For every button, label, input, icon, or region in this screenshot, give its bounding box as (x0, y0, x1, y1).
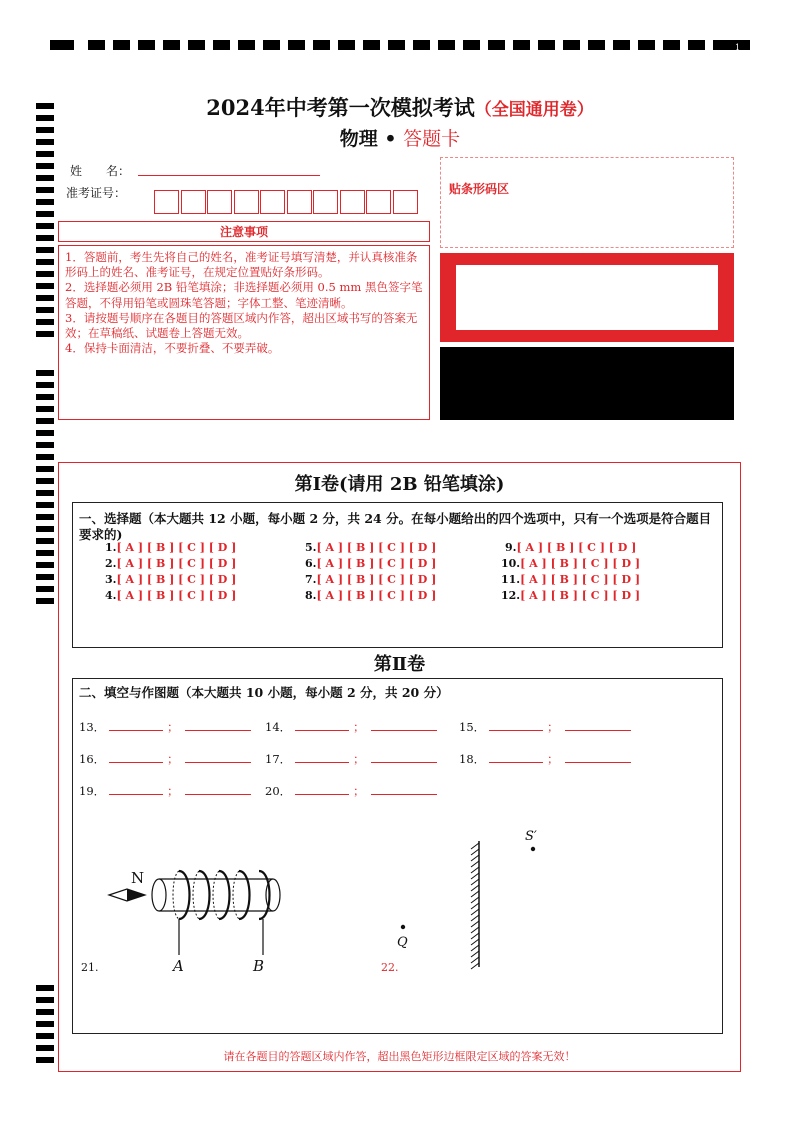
exam-id-digit-box[interactable] (366, 190, 391, 214)
separator: ； (167, 784, 179, 798)
timing-mark (213, 40, 230, 50)
timing-mark (413, 40, 430, 50)
exam-id-digit-box[interactable] (393, 190, 418, 214)
exam-id-digit-box[interactable] (154, 190, 179, 214)
timing-mark (36, 490, 54, 496)
question-number: 7. (305, 573, 317, 586)
timing-mark (36, 187, 54, 193)
fill-question[interactable] (265, 751, 437, 767)
answer-blank[interactable] (489, 730, 543, 731)
question-number: 20． (265, 784, 292, 798)
compass-needle (109, 889, 145, 901)
timing-mark (238, 40, 255, 50)
timing-mark (388, 40, 405, 50)
timing-mark (50, 40, 74, 50)
page-subtitle: 物理 • 答题卡 (339, 128, 461, 150)
question-number: 12. (501, 589, 521, 602)
timing-mark (36, 295, 54, 301)
choice-question[interactable] (105, 557, 236, 570)
timing-mark (338, 40, 355, 50)
timing-mark (36, 1057, 54, 1063)
timing-mark (163, 40, 180, 50)
timing-mark (36, 199, 54, 205)
choice-question[interactable] (105, 573, 236, 586)
mirror-diagram (393, 833, 543, 973)
timing-mark (36, 211, 54, 217)
fill-question[interactable] (265, 783, 437, 799)
choice-question[interactable] (305, 589, 436, 602)
label-q: Q (397, 935, 408, 950)
exam-id-label: 准考证号： (66, 186, 127, 200)
timing-mark (638, 40, 655, 50)
timing-mark (36, 259, 54, 265)
timing-mark (36, 538, 54, 544)
timing-mark (563, 40, 580, 50)
answer-blank[interactable] (109, 762, 163, 763)
fill-question[interactable] (265, 719, 437, 735)
notice-item: 2．选择题必须用 2B 铅笔填涂；非选择题必须用 0.5 mm 黑色签字笔答题，不得用铅笔或圆珠笔答题；字体工整、笔迹清晰。 (65, 280, 423, 310)
fill-question[interactable] (79, 719, 251, 735)
timing-mark (363, 40, 380, 50)
notice-item: 4．保持卡面清洁，不要折叠、不要弄破。 (65, 341, 280, 356)
question-number: 8. (305, 589, 317, 602)
timing-mark (36, 394, 54, 400)
answer-options[interactable]: [ A ] [ B ] [ C ] [ D ] (116, 589, 237, 602)
timing-mark (613, 40, 630, 50)
answer-options[interactable]: [ A ] [ B ] [ C ] [ D ] (520, 573, 641, 586)
timing-mark (663, 40, 680, 50)
part1-title: 第Ⅰ卷(请用 2B 铅笔填涂) (294, 474, 505, 495)
answer-blank[interactable] (295, 794, 349, 795)
mirror (471, 841, 479, 969)
timing-mark (36, 247, 54, 253)
timing-mark (36, 454, 54, 460)
label-s: S′ (525, 829, 537, 844)
timing-mark (438, 40, 455, 50)
answer-options[interactable]: [ A ] [ B ] [ C ] [ D ] (316, 541, 437, 554)
question-number: 3. (105, 573, 117, 586)
answer-blank[interactable] (295, 762, 349, 763)
black-box (440, 347, 734, 420)
fill-heading: 二、填空与作图题（本大题共 10 小题，每小题 2 分，共 20 分） (79, 685, 449, 700)
separator: ； (547, 720, 559, 734)
question-number: 1. (105, 541, 117, 554)
timing-mark (36, 283, 54, 289)
exam-id-digit-box[interactable] (287, 190, 312, 214)
timing-mark (138, 40, 155, 50)
timing-mark (188, 40, 205, 50)
timing-mark (36, 1021, 54, 1027)
question-number: 15． (459, 720, 486, 734)
choice-heading: 一、选择题（本大题共 12 小题，每小题 2 分，共 24 分。在每小题给出的四个选项中，只有一个选项是符合题目要求的) (79, 511, 712, 542)
label-n: N (131, 869, 145, 887)
answer-options[interactable]: [ A ] [ B ] [ C ] [ D ] (316, 573, 437, 586)
answer-options[interactable]: [ A ] [ B ] [ C ] [ D ] (316, 589, 437, 602)
answer-blank[interactable] (185, 794, 251, 795)
timing-mark (488, 40, 505, 50)
exam-id-digit-box[interactable] (207, 190, 232, 214)
question-number: 4. (105, 589, 117, 602)
answer-blank[interactable] (109, 730, 163, 731)
notice-body (58, 245, 430, 420)
timing-mark (36, 406, 54, 412)
timing-mark (36, 1033, 54, 1039)
notice-item: 1．答题前，考生先将自己的姓名，准考证号填写清楚，并认真核准条形码上的姓名、准考证号，在规定位置贴好条形码。 (65, 250, 418, 280)
exam-id-digit-box[interactable] (313, 190, 338, 214)
question-number: 10. (501, 557, 521, 570)
timing-mark (113, 40, 130, 50)
separator: ； (167, 752, 179, 766)
question-number: 14． (265, 720, 292, 734)
answer-blank[interactable] (371, 730, 437, 731)
separator: ； (167, 720, 179, 734)
answer-blank[interactable] (109, 794, 163, 795)
answer-blank[interactable] (371, 762, 437, 763)
choice-section (72, 502, 723, 648)
timing-mark (36, 163, 54, 169)
timing-mark (36, 307, 54, 313)
question-number: 19． (79, 784, 106, 798)
timing-mark (36, 223, 54, 229)
timing-mark (36, 430, 54, 436)
timing-mark (36, 985, 54, 991)
choice-question[interactable] (501, 557, 640, 570)
separator: ； (353, 784, 365, 798)
exam-id-digit-box[interactable] (260, 190, 285, 214)
choice-question[interactable] (501, 589, 640, 602)
answer-blank[interactable] (565, 762, 631, 763)
timing-mark (36, 598, 54, 604)
timing-mark (36, 271, 54, 277)
solenoid-diagram (101, 865, 291, 969)
timing-mark (36, 1009, 54, 1015)
exam-id-digit-box[interactable] (234, 190, 259, 214)
name-label: 姓 名： (70, 164, 131, 178)
answer-blank[interactable] (185, 762, 251, 763)
notice-title: 注意事项 (58, 221, 430, 242)
question-number: 18． (459, 752, 486, 766)
timing-mark (36, 151, 54, 157)
answer-options[interactable]: [ A ] [ B ] [ C ] [ D ] (516, 541, 637, 554)
answer-blank[interactable] (371, 794, 437, 795)
timing-mark (36, 1045, 54, 1051)
question-number: 16． (79, 752, 106, 766)
question-number: 17． (265, 752, 292, 766)
fill-question[interactable] (459, 719, 631, 735)
timing-mark (36, 586, 54, 592)
part2-title: 第Ⅱ卷 (373, 654, 426, 675)
separator: ； (353, 752, 365, 766)
question-number: 2. (105, 557, 117, 570)
answer-options[interactable]: [ A ] [ B ] [ C ] [ D ] (520, 589, 641, 602)
fill-section (72, 678, 723, 1034)
answer-blank[interactable] (489, 762, 543, 763)
point-q (401, 925, 405, 929)
timing-mark (36, 235, 54, 241)
q21-label: 21. (81, 961, 99, 974)
timing-mark (688, 40, 705, 50)
red-frame (440, 253, 734, 342)
timing-mark (36, 442, 54, 448)
coil-cylinder (152, 871, 280, 955)
barcode-area: 贴条形码区 (440, 157, 734, 248)
question-number: 5. (305, 541, 317, 554)
exam-id-digit-box[interactable] (181, 190, 206, 214)
timing-mark (463, 40, 480, 50)
answer-options[interactable]: [ A ] [ B ] [ C ] [ D ] (116, 573, 237, 586)
page-number: 1 (735, 43, 741, 52)
choice-question[interactable] (505, 541, 636, 554)
name-field[interactable] (138, 175, 320, 176)
timing-mark (513, 40, 530, 50)
fill-question[interactable] (79, 783, 251, 799)
timing-mark (36, 562, 54, 568)
timing-mark (36, 466, 54, 472)
question-number: 9. (505, 541, 517, 554)
answer-options[interactable]: [ A ] [ B ] [ C ] [ D ] (316, 557, 437, 570)
timing-mark (36, 997, 54, 1003)
timing-mark (36, 175, 54, 181)
timing-mark (588, 40, 605, 50)
timing-mark (36, 526, 54, 532)
footer-note: 请在各题目的答题区域内作答，超出黑色矩形边框限定区域的答案无效！ (223, 1050, 576, 1063)
timing-mark (36, 370, 54, 376)
answer-blank[interactable] (185, 730, 251, 731)
answer-options[interactable]: [ A ] [ B ] [ C ] [ D ] (116, 541, 237, 554)
timing-mark (36, 319, 54, 325)
timing-mark (263, 40, 280, 50)
answer-blank[interactable] (295, 730, 349, 731)
answer-options[interactable]: [ A ] [ B ] [ C ] [ D ] (520, 557, 641, 570)
choice-question[interactable] (305, 573, 436, 586)
timing-mark (36, 574, 54, 580)
fill-question[interactable] (79, 751, 251, 767)
timing-mark (538, 40, 555, 50)
timing-mark (313, 40, 330, 50)
timing-mark (288, 40, 305, 50)
q22-label: 22. (381, 961, 399, 974)
choice-question[interactable] (305, 557, 436, 570)
question-number: 11. (501, 573, 521, 586)
answer-options[interactable]: [ A ] [ B ] [ C ] [ D ] (116, 557, 237, 570)
choice-question[interactable] (501, 573, 640, 586)
fill-question[interactable] (459, 751, 631, 767)
timing-mark (36, 514, 54, 520)
choice-question[interactable] (305, 541, 436, 554)
timing-mark (36, 502, 54, 508)
question-number: 6. (305, 557, 317, 570)
page-title: 2024年中考第一次模拟考试（全国通用卷） (206, 95, 594, 120)
separator: ； (353, 720, 365, 734)
choice-question[interactable] (105, 589, 236, 602)
timing-mark (36, 478, 54, 484)
question-number: 13． (79, 720, 106, 734)
answer-blank[interactable] (565, 730, 631, 731)
exam-id-digit-box[interactable] (340, 190, 365, 214)
choice-question[interactable] (105, 541, 236, 554)
notice-item: 3．请按题号顺序在各题目的答题区域内作答，超出区域书写的答案无效；在草稿纸、试题卷上答题无效。 (65, 310, 418, 341)
label-a: A (173, 957, 184, 975)
separator: ； (547, 752, 559, 766)
timing-mark (36, 331, 54, 337)
timing-mark (88, 40, 105, 50)
point-s (531, 847, 535, 851)
timing-mark (36, 550, 54, 556)
label-b: B (253, 957, 265, 975)
timing-mark (36, 418, 54, 424)
timing-mark (36, 382, 54, 388)
